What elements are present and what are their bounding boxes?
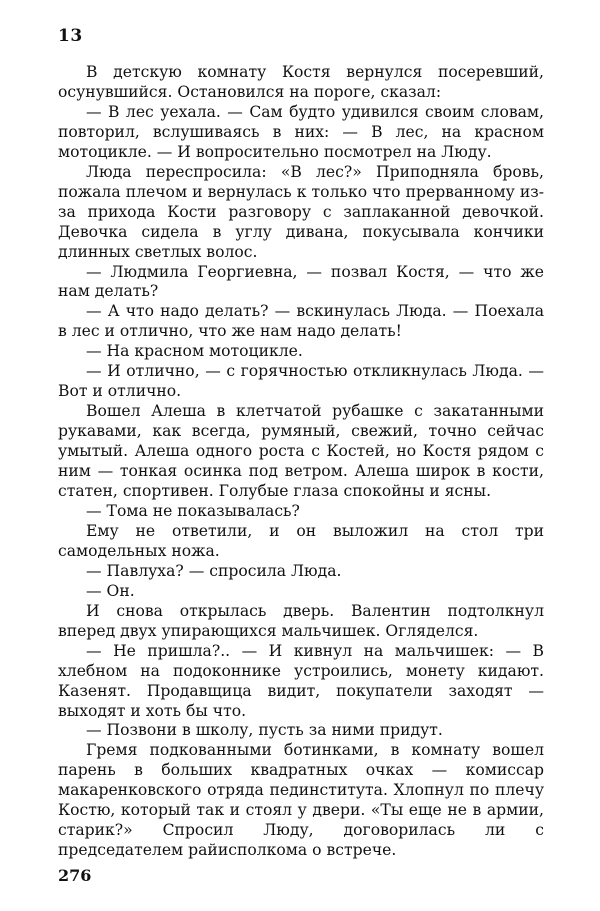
chapter-number: 13 <box>58 26 83 46</box>
paragraph: Люда переспросила: «В лес?» Приподняла бровь, пожала плечом и вернулась к только что прерванному из-за прихода Кости разговору с заплаканной девочкой. Девочка сидела в углу дивана, покусывала кончики длинных светлых волос. <box>58 162 544 261</box>
paragraph: В детскую комнату Костя вернулся посеревший, осунувшийся. Остановился на пороге, сказал: <box>58 63 544 101</box>
paragraph: — А что надо делать? — вскинулась Люда. — Поехала в лес и отлично, что же нам надо делать! <box>58 302 544 341</box>
body-text <box>58 63 544 861</box>
paragraph: — В лес уехала. — Сам будто удивился своим словам, повторил, вслушиваясь в них: — В лес, на красном мотоцикле. — И вопросительно посмотрел на Люду. <box>58 102 544 161</box>
paragraph: — И отлично, — с горячностью откликнулась Люда. — Вот и отлично. <box>58 362 544 401</box>
paragraph: И снова открылась дверь. Валентин подтолкнул вперед двух упирающихся мальчишек. Огляделся. <box>58 601 544 640</box>
page-number: 276 <box>58 866 92 885</box>
paragraph: — На красном мотоцикле. <box>86 342 303 361</box>
paragraph: — Людмила Георгиевна, — позвал Костя, — что же нам делать? <box>58 262 544 301</box>
paragraph: Ему не ответили, и он выложил на стол три самодельных ножа. <box>58 521 544 560</box>
paragraph: — Не пришла?.. — И кивнул на мальчишек: — В хлебном на подоконнике устроились, монету кидают. Казенят. Продавщица видит, покупатели заходят — выходят и хоть бы что. <box>58 641 544 720</box>
paragraph: Гремя подкованными ботинками, в комнату вошел парень в больших квадратных очках — комиссар макаренковского отряда пединститута. Хлопнул по плечу Костю, который так и стоял у двери. «Ты еще не в армии, старик?» Спросил Люду, договорилась ли с председателем райисполкома о встрече. <box>58 741 544 860</box>
paragraph: — Он. <box>86 581 135 600</box>
paragraph: — Позвони в школу, пусть за ними придут. <box>86 721 443 740</box>
paragraph: — Тома не показывалась? <box>86 501 300 520</box>
paragraph: — Павлуха? — спросила Люда. <box>86 561 342 580</box>
paragraph: Вошел Алеша в клетчатой рубашке с закатанными рукавами, как всегда, румяный, свежий, точно сейчас умытый. Алеша одного роста с Костей, но Костя рядом с ним — тонкая осинка под ветром. Алеша широк в кости, статен, спортивен. Голубые глаза спокойны и ясны. <box>58 402 544 501</box>
